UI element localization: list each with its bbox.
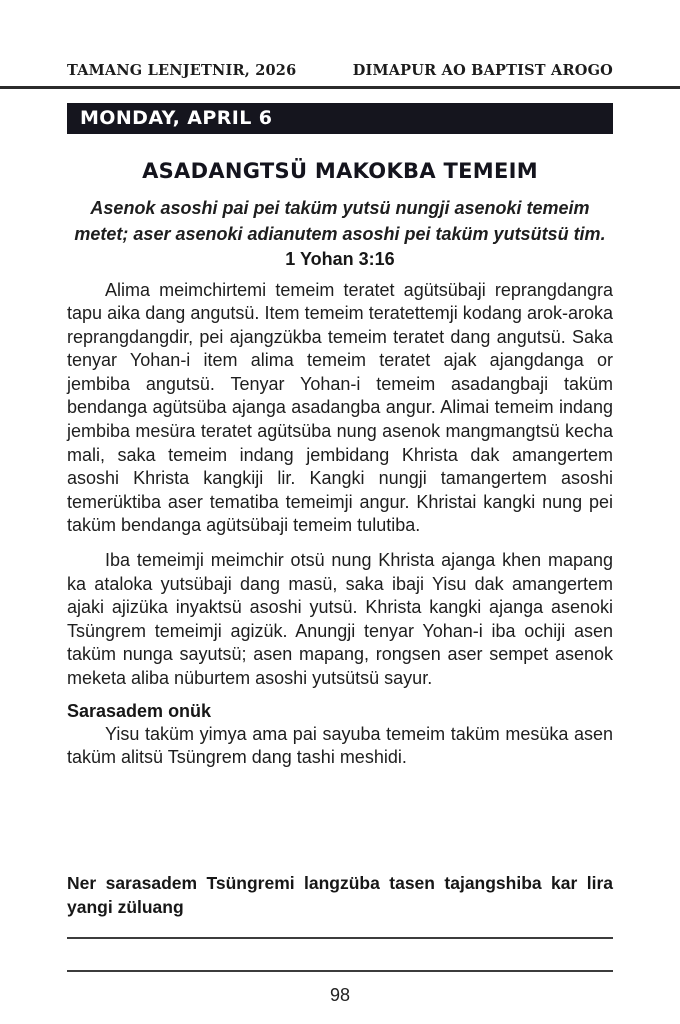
reflection-prompt: Ner sarasadem Tsüngremi langzüba tasen tajangshiba kar lira yangi züluang bbox=[67, 873, 613, 917]
running-header bbox=[0, 62, 680, 79]
header-right-title: DIMAPUR AO BAPTIST AROGO bbox=[352, 62, 613, 79]
date-banner bbox=[67, 103, 613, 134]
devotion-title: ASADANGTSÜ MAKOKBA TEMEIM bbox=[142, 158, 538, 183]
devotion-body bbox=[67, 279, 613, 691]
page-number: 98 bbox=[329, 985, 351, 1005]
prayer-heading: Sarasadem onük bbox=[67, 700, 212, 721]
header-left-title: TAMANG LENJETNIR, 2026 bbox=[67, 62, 297, 79]
date-banner-label: MONDAY, APRIL 6 bbox=[80, 107, 273, 129]
body-paragraph-2: Iba temeimji meimchir otsü nung Khrista ajanga khen mapang ka ataloka yutsübaji dang masü, saka ibaji Yisu dak amangertem ajaki ajizüka inyaktsü asoshi yutsü. Khrista kangki ajanga asenoki Tsüngrem temeimji agizük. Anungji tenyar Yohan-i iba ochiji asen taküm nunga sayutsü; asen mapang, rongsen aser sempet asenok meketa aliba nüburtem asoshi yutsütsü sayur. bbox=[67, 550, 613, 688]
footer-block bbox=[67, 872, 613, 1006]
answer-line-1 bbox=[67, 937, 613, 939]
header-rule bbox=[0, 86, 680, 89]
prayer-text: Yisu taküm yimya ama pai sayuba temeim taküm mesüka asen taküm alitsü Tsüngrem dang tashi meshidi. bbox=[67, 723, 613, 768]
answer-line-2 bbox=[67, 970, 613, 972]
scripture-verse: Asenok asoshi pai pei taküm yutsü nungji asenoki temeim metet; aser asenoki adianutem asoshi pei taküm yutsütsü tim. bbox=[74, 197, 606, 244]
body-paragraph-1: Alima meimchirtemi temeim teratet agütsübaji reprangdangra tapu aika dang angutsü. Item temeim teratettemji kodang arok-aroka reprangdangdir, pei ajangzükba temeim teratet dang angutsü. Saka tenyar Yohan-i item alima temeim teratet ajak ajangdanga or jembiba angutsü. Tenyar Yohan-i temeim asadangbaji taküm bendanga agütsüba ajanga asadangba angur. Alimai temeim indang jembiba mesüra teratet agütsüba nung asenok mangmangtsü kecha mali, saka temeim indang jembidang Khrista dak amangertem asoshi Khrista kangkiji lir. Kangki nungji tamangertem asoshi temerüktiba aser tematiba temeimji angur. Khristai kangki nung pei taküm bendanga agütsübaji temeim tulutiba. bbox=[67, 279, 613, 536]
scripture-reference: 1 Yohan 3:16 bbox=[285, 248, 395, 269]
